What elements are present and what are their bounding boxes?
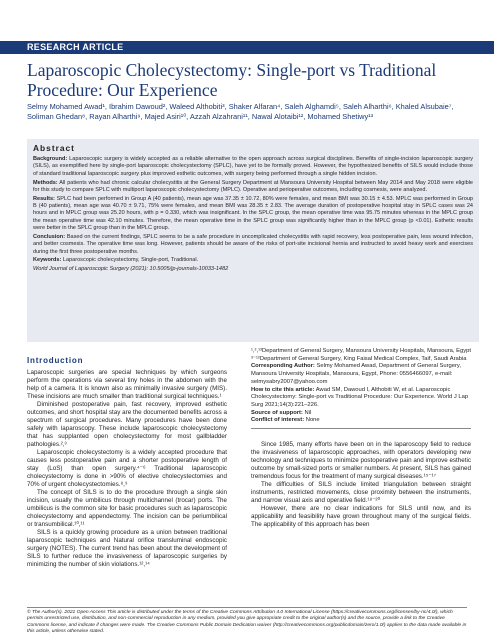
article-type-label: RESEARCH ARTICLE	[27, 42, 124, 52]
intro-paragraph-1: Laparoscopic surgeries are special techniques by which surgeons perform the operations via several tiny holes in the abdomen with the help of a camera. It is known also as minimally invasive surgery (MIS). These incisions are much smaller than traditional surgical techniques.¹	[27, 369, 227, 400]
corresponding-author-label: Corresponding Author:	[251, 363, 315, 370]
article-title: Laparoscopic Cholecystectomy: Single-port vs Traditional Procedure: Our Experience	[27, 60, 437, 100]
license-footer: © The Author(s). 2021 Open Access This article is distributed under the terms of the Creative Commons Attribution 4.0 International License (https://creativecommons.org/licenses/by-nc/4.0/), which permits unrestricted use, distribution, and non-commercial reproduction in any medium, provided you give appropriate credit to the original author(s) and the source, provide a link to the Creative Commons license, and indicate if changes were made. The Creative Commons Public Domain Dedication waiver (http://creativecommons.org/publicdomain/zero/1.0/) applies to the data made available in this article, unless otherwise stated.	[27, 607, 467, 635]
abstract-keywords-label: Keywords:	[33, 257, 62, 264]
column-spacer	[251, 431, 471, 441]
how-to-cite-text: Awad SM, Dawoud I, Althobiti W, et al. Laparoscopic Cholecystectomy: Single-port vs Traditional Procedure: Our Experience. World J Lap Surg 2021;14(3):221–226.	[251, 386, 469, 408]
intro-paragraph-2: Diminished postoperative pain, fast recovery, improved esthetic outcomes, and short hospital stay are the documented benefits across a spectrum of surgical procedures. Many procedures have been done safely with laparoscopy. These include laparoscopic cholecystectomy that has supplanted open cholecystectomy for most gallbladder pathologies.²,³	[27, 401, 227, 448]
source-of-support-text: Nil	[304, 409, 312, 416]
right-column	[251, 348, 471, 529]
article-type-band	[0, 41, 494, 54]
corresponding-author	[251, 363, 471, 386]
conflict-of-interest	[251, 417, 471, 425]
intro-paragraph-4: The concept of SILS is to do the procedure through a single skin incision, usually the umbilicus through multichannel (trocar) ports. The umbilicus is the common site for basic procedures such as laparoscopic cholecystectomy and appendectomy. The incision can be periumbilical or transumbilical.¹⁰,¹¹	[27, 489, 227, 528]
abstract-heading: Abstract	[33, 143, 75, 153]
journal-citation-text: World Journal of Laparoscopic Surgery (2021): 10.5005/jp-journals-10033-1482	[33, 266, 229, 273]
abstract-conclusion	[33, 234, 473, 256]
corresponding-author-text: Selmy Mohamed Awad, Department of General Surgery, Mansoura University Hospitals, Mansoura, Egypt, Phone: 0556466097, e-mail: selmysabry2007@yahoo.com	[251, 363, 461, 385]
abstract-background-label: Background:	[33, 156, 68, 162]
abstract-background	[33, 156, 473, 178]
how-to-cite	[251, 387, 471, 410]
intro-paragraph-5: SILS is a quickly growing procedure as a union between traditional laparoscopic techniques and Natural orifice transluminal endoscopic surgery (NOTES). The current trend has been about the development of SILS to further reduce the invasiveness of laparoscopic surgeries by minimizing the number of skin violations.¹²,¹⁴	[27, 529, 227, 568]
affiliation-divider	[251, 428, 471, 429]
author-list: Selmy Mohamed Awad¹, Ibrahim Dawoud², Waleed Althobiti³, Shaker Alfaran⁴, Saleh Alghamdi⁵, Saleh Alharthi⁶, Khaled Alsubaie⁷, Soliman Ghedan⁸, Rayan Alharthi⁹, Majed Asiri¹⁰, Azzah Alzahrani¹¹, Nawal Alotaibi¹², Mohamed Shetiwy¹³	[27, 102, 454, 122]
conflict-of-interest-label: Conflict of interest:	[251, 417, 305, 424]
abstract-results-label: Results:	[33, 195, 55, 202]
conflict-of-interest-text: None	[305, 417, 320, 424]
journal-citation	[33, 266, 473, 273]
abstract-methods	[33, 180, 473, 195]
abstract-conclusion-label: Conclusion:	[33, 233, 66, 240]
source-of-support-label: Source of support:	[251, 409, 303, 416]
abstract-results	[33, 196, 473, 233]
abstract-background-text: Laparoscopic surgery is widely accepted as a reliable alternative to the open approach across surgical disciplines. Benefits of single-incision laparoscopic surgery (SILS), as exemplified here by single-port laparoscopic cholecystectomy (SPLC), have yet to be formally proved. However, the hypothesized benefits of SILS would include those of standard traditional laparoscopic surgery plus improved esthetic outcomes, with surgery being performed through a single hidden incision.	[33, 156, 474, 177]
abstract-methods-label: Methods:	[33, 179, 58, 186]
abstract-keywords	[33, 257, 473, 264]
body-paragraph-2: The difficulties of SILS include limited triangulation between straight instruments, restricted movements, close proximity between the instruments, and narrow visual axis and operative field.¹⁸⁻²⁰	[251, 481, 471, 505]
intro-paragraph-3: Laparoscopic cholecystectomy is a widely accepted procedure that causes less postoperative pain and a shorter postoperative length of stay (LoS) than open surgery.⁴⁻⁶ Traditional laparoscopic cholecystectomy is done in >90% of elective cholecystectomies and 70% of urgent cholecystectomies.⁸,⁹	[27, 449, 227, 488]
abstract-results-text: SPLC had been performed in Group A (40 patients), mean age was 37.35 ± 10.72, 80% were females, and mean BMI was 30.15 ± 4.53. MPLC was performed in Group B (40 patients), mean age was 40.70 ± 9.71, 75% were females, and mean BMI was 28.35 ± 2.83. The average duration of postoperative hospital stay in SPLC cases was 24 hours and in MPLC group was 25.20 hours, with p = 0.330, which was insignificant. In the SPLC group, the mean operative time was 95.75 minutes whereas in the MPLC group the mean operative time was 42.10 minutes. Therefore, the mean operative time in the SPLC group was significantly higher than in the MPLC group (p <0.01). Esthetic results were better in the SPLC group than in the MPLC group.	[33, 195, 473, 232]
affiliation-2: ³⁻¹²Department of General Surgery, King Faisal Medical Complex, Taif, Saudi Arabia	[251, 355, 467, 362]
abstract-box	[27, 139, 479, 342]
abstract-conclusion-text: Based on the current findings, SPLC seems to be a safe procedure in uncomplicated cholecystitis with rapid recovery, less postoperative pain, less wound infection, and better cosmesis. The operative time was long. However, patients should be aware of the risks of port-site incisional hernia and instructed to avoid heavy work and exercises during the first three postoperative months.	[33, 233, 474, 255]
affiliation-1: ¹,²,¹³Department of General Surgery, Mansoura University Hospitals, Mansoura, Egypt	[251, 348, 471, 354]
introduction-heading: Introduction	[27, 356, 84, 365]
body-paragraph-3: However, there are no clear indications for SILS until now, and its applicability and feasibility have grown throughout many of the surgical fields. The applicability of this approach has been	[251, 505, 471, 529]
abstract-methods-text: All patients who had chronic calcular cholecystitis at the General Surgery Department at Mansoura University Hospital between May 2014 and May 2018 were eligible for this study to compare SPLC with multiport laparoscopic cholecystectomy (MPLC). Operative and perioperative outcomes, including cosmesis, were analyzed.	[33, 179, 473, 193]
abstract-keywords-text: Laparoscopic cholecystectomy, Single-port, Traditional.	[62, 257, 199, 264]
how-to-cite-label: How to cite this article:	[251, 386, 315, 393]
source-of-support	[251, 410, 471, 418]
body-paragraph-1: Since 1985, many efforts have been on in the laparoscopy field to reduce the invasiveness of laparoscopic approaches, with operators developing new technology and techniques to minimize postoperative pain and improve esthetic outcome by small-sized ports or smaller numbers. At present, SILS has gained tremendous focus for the treatment of many surgical diseases.¹⁵⁻¹⁷	[251, 441, 471, 481]
left-column	[27, 356, 227, 569]
